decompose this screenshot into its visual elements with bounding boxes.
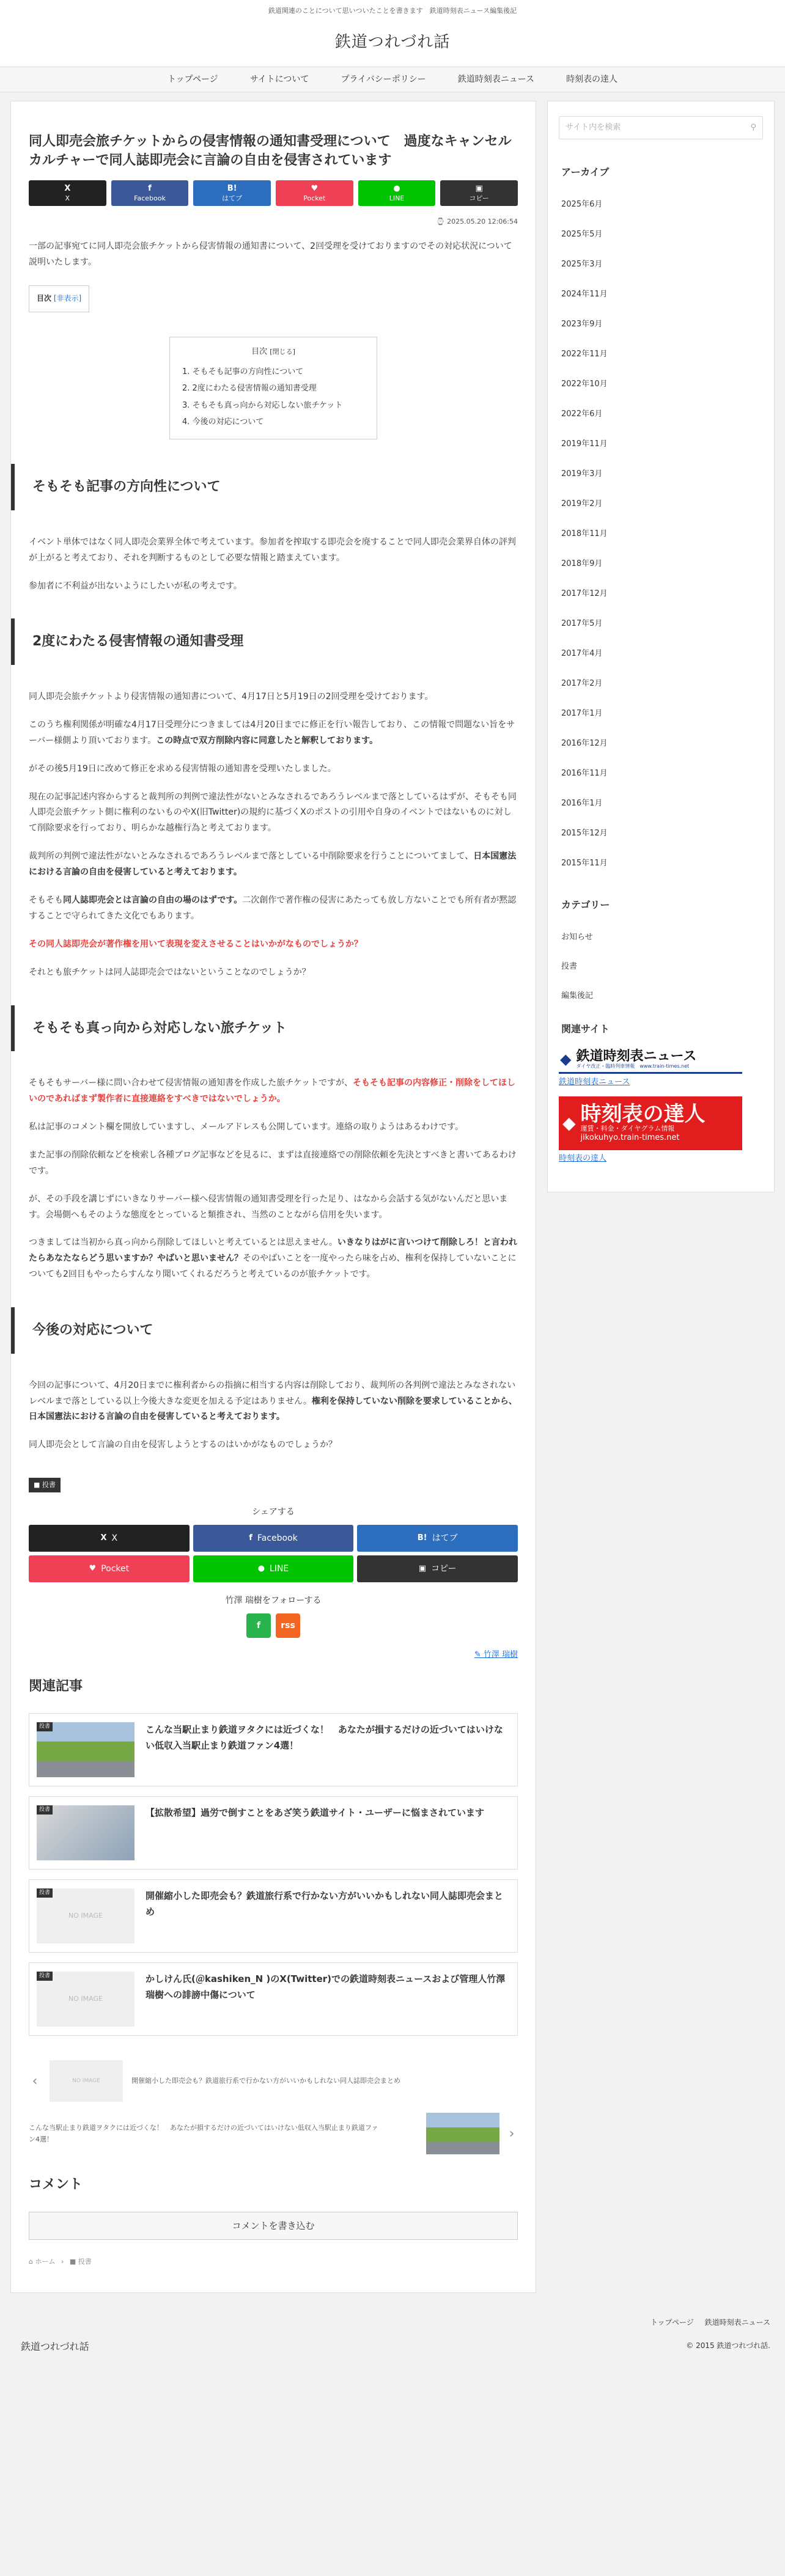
text: つきましては当初から真っ向から削除してほしいと考えているとは思えません。	[29, 1238, 337, 1248]
follow-icons	[29, 1613, 518, 1638]
comments-heading: コメント	[29, 2177, 83, 2193]
related-card[interactable]	[29, 1796, 518, 1870]
search-placeholder: サイト内を検索	[566, 122, 621, 132]
timetable-master-banner[interactable]	[559, 1096, 742, 1150]
footer-nav-train-news[interactable]: 鉄道時刻表ニュース	[704, 2317, 770, 2327]
paragraph	[29, 717, 518, 749]
facebook-icon: f	[249, 1533, 252, 1543]
paragraph: がその後5月19日に改めて修正を求める侵害情報の通知書を受理いたしました。	[29, 763, 336, 774]
category-link[interactable]: 投書	[561, 962, 578, 972]
search-input[interactable]	[559, 116, 763, 139]
toc-widget-title: 目次	[37, 293, 52, 303]
share-x-button[interactable]	[29, 1525, 190, 1552]
related-category-label: 投書	[37, 1805, 53, 1814]
paragraph: 同人即売会旅チケットより侵害情報の通知書について、4月17日と5月19日の2回受理を受けております。	[29, 691, 433, 702]
author-link[interactable]: ✎ 竹澤 瑞樹	[474, 1650, 518, 1660]
prev-post-title: 開催縮小した即売会も？鉄道旅行系で行かない方がいいかもしれない同人誌即売会まとめ	[131, 2077, 400, 2085]
share-facebook-button[interactable]	[111, 180, 189, 206]
toc-item[interactable]: 1. そもそも記事の方向性について	[182, 367, 304, 376]
timetable-master-link[interactable]: 時刻表の達人	[559, 1154, 607, 1164]
write-comment-button[interactable]: コメントを書き込む	[29, 2212, 518, 2240]
line-icon: ●	[393, 183, 400, 193]
banner-title: 時刻表の達人	[580, 1101, 706, 1126]
pocket-icon: ♥	[89, 1563, 97, 1573]
site-description: 鉄道関連のことについて思いついたことを書きます 鉄道時刻表ニュース編集後記	[0, 0, 785, 21]
table-of-contents	[169, 337, 377, 440]
share-line-button[interactable]	[193, 1555, 354, 1582]
toc-item[interactable]: 3. そもそも真っ向から対応しない旅チケット	[182, 400, 343, 410]
share-copy-button[interactable]	[357, 1555, 518, 1582]
nav-top[interactable]: トップページ	[167, 74, 218, 84]
next-post-title: こんな当駅止まり鉄道ヲタクには近づくな！ あなたが損するだけの近づいてはいけない低収入当駅止まり鉄道ファン4選！	[29, 2123, 378, 2144]
footer-nav	[642, 2316, 770, 2330]
paragraph: 同人即売会として言論の自由を侵害しようとするのはいかがなものでしょうか？	[29, 1440, 337, 1450]
x-icon: X	[100, 1533, 107, 1543]
nav-privacy[interactable]: プライバシーポリシー	[341, 74, 426, 84]
share-label: Facebook	[257, 1533, 298, 1544]
archive-link[interactable]: 2016年11月	[561, 769, 608, 779]
share-label-heading: シェアする	[252, 1507, 295, 1517]
copy-icon: ▣	[475, 183, 483, 193]
main-content	[10, 101, 536, 2293]
train-news-link[interactable]: 鉄道時刻表ニュース	[559, 1077, 630, 1087]
prev-post-link[interactable]	[29, 2060, 518, 2102]
paragraph	[29, 1378, 518, 1426]
diamond-icon: ◆	[562, 1113, 576, 1134]
share-label: X	[65, 194, 70, 202]
related-title: こんな当駅止まり鉄道ヲタクには近づくな！ あなたが損するだけの近づいてはいけない低収入当駅止まり鉄道ファン4選！	[146, 1724, 503, 1751]
breadcrumb-category[interactable]: ■ 投書	[69, 2257, 92, 2266]
related-thumbnail	[37, 1888, 135, 1943]
related-title: かしけん氏(＠kashiken_N )のX(Twitter)での鉄道時刻表ニュースおよび管理人竹澤瑞樹への誹謗中傷について	[146, 1973, 506, 2000]
related-category-label: 投書	[37, 1888, 53, 1897]
archive-link[interactable]: 2017年12月	[561, 589, 608, 599]
related-sites-heading: 関連サイト	[561, 1023, 610, 1035]
category-heading: カテゴリー	[561, 899, 610, 911]
archive-link[interactable]: 2017年2月	[561, 679, 603, 689]
archive-heading: アーカイブ	[561, 166, 610, 178]
search-icon[interactable]: ⚲	[750, 122, 756, 132]
paragraph	[29, 1076, 518, 1107]
share-label: LINE	[270, 1564, 289, 1574]
text: このうち権利関係が明確な4月17日受理分につきましては4月20日までに修正を行い報告しており、この情報で問題ない旨をサーバー様側より頂いております。	[29, 719, 515, 746]
footer-logo[interactable]: 鉄道つれづれ話	[21, 2340, 89, 2352]
archive-link[interactable]: 2025年3月	[561, 260, 603, 270]
text: 今回の記事について、4月20日までに権利者からの指摘に相当する内容は削除しており、裁判所の各判例で違法とみなされないレベルまで落としている以上今後大きな変更を加える予定はありません。	[29, 1380, 516, 1406]
paragraph: 現在の記事記述内容からすると裁判所の判例で違法性がないとみなされるであろうレベルまで落としているはずが、そもそも同人即売会旅チケット側に権利のないものやX(旧Twitter)の規約に基づくXのポストの引用や自身のイベントではないものに対して削除要求を行っており、明らかな越権行為と考えております。	[29, 791, 517, 834]
paragraph	[29, 893, 518, 925]
hatebu-icon: B!	[227, 183, 237, 193]
share-label: コピー	[431, 1564, 457, 1574]
share-line-button[interactable]	[358, 180, 436, 206]
related-category-label: 投書	[37, 1972, 53, 1980]
toc-show-toggle[interactable]: [非表示]	[53, 293, 82, 303]
related-thumbnail	[37, 1722, 135, 1777]
banner-url: jikokuhyo.train-times.net	[580, 1133, 680, 1143]
text: そもそもサーバー様に問い合わせて侵害情報の通知書を作成した旅チケットですが、	[29, 1078, 353, 1088]
next-thumbnail	[426, 2113, 499, 2154]
highlight-paragraph: その同人誌即売会が著作権を用いて表現を変えさせることはいかがなものでしょうか？	[29, 939, 363, 949]
toc-title: 目次	[251, 347, 268, 356]
paragraph: イベント単体ではなく同人即売会業界全体で考えています。参加者を搾取する即売会を廃することで同人即売会業界自体の評判が上がると考えており、それを判断するものとして必要な情報と踏まえています。	[29, 537, 516, 563]
archive-link[interactable]: 2019年3月	[561, 469, 603, 479]
share-facebook-button[interactable]	[193, 1525, 354, 1552]
archive-link[interactable]: 2025年5月	[561, 230, 603, 240]
share-hatebu-button[interactable]	[357, 1525, 518, 1552]
related-card[interactable]	[29, 1879, 518, 1953]
diamond-icon: ◆	[560, 1050, 572, 1068]
nav-about[interactable]: サイトについて	[249, 74, 309, 84]
archive-link[interactable]: 2025年6月	[561, 200, 603, 210]
hatebu-icon: B!	[417, 1533, 427, 1543]
emphasis-text: この時点で双方削除内容に同意したと解釈しております。	[156, 735, 378, 746]
breadcrumb	[29, 2256, 518, 2268]
category-link[interactable]: お知らせ	[561, 933, 593, 942]
archive-link[interactable]: 2018年9月	[561, 559, 603, 569]
breadcrumb-separator: ›	[61, 2257, 64, 2266]
toc-close-toggle[interactable]: [閉じる]	[270, 347, 295, 356]
next-post-link[interactable]	[29, 2113, 518, 2154]
text: 二次創作で著作権の侵害にあたっても放し方ないことでも所有者が黙認することで守られてきた文化でもあります。	[29, 895, 517, 921]
highlight-text: そもそも記事の内容修正・削除をしてほしいのであればまず製作者に直接連絡をすべきではないでしょうか。	[29, 1078, 516, 1104]
archive-link[interactable]: 2023年9月	[561, 320, 603, 329]
paragraph	[29, 1235, 518, 1283]
share-copy-button[interactable]	[440, 180, 518, 206]
breadcrumb-home[interactable]: ⌂ ホーム	[29, 2257, 56, 2266]
train-news-banner[interactable]	[559, 1047, 742, 1074]
banner-title: 鉄道時刻表ニュース	[576, 1048, 697, 1064]
share-label: LINE	[389, 194, 405, 202]
archive-link[interactable]: 2024年11月	[561, 290, 608, 299]
post-date: ⌚ 2025.05.20 12:06:54	[436, 218, 518, 226]
share-label: コピー	[469, 194, 489, 202]
article-title: 同人即売会旅チケットからの侵害情報の通知書受理について 過度なキャンセルカルチャーで同人誌即売会に言論の自由を侵害されています	[29, 133, 512, 169]
share-buttons-bottom	[29, 1525, 518, 1582]
archive-list	[559, 189, 763, 878]
footer-nav-top[interactable]: トップページ	[650, 2317, 694, 2327]
archive-link[interactable]: 2019年11月	[561, 439, 608, 449]
nav-timetable-master[interactable]: 時刻表の達人	[566, 74, 618, 84]
share-label: Facebook	[134, 194, 166, 202]
archive-link[interactable]: 2015年12月	[561, 829, 608, 838]
feedly-icon[interactable]: f	[246, 1613, 271, 1638]
related-category-label: 投書	[37, 1722, 53, 1731]
no-image-text: NO IMAGE	[68, 1912, 103, 1920]
chevron-right-icon: ›	[509, 2126, 515, 2141]
share-label: はてブ	[432, 1533, 458, 1544]
archive-link[interactable]: 2017年5月	[561, 619, 603, 629]
share-label: X	[111, 1533, 118, 1544]
x-icon: X	[64, 183, 71, 193]
related-card[interactable]	[29, 1713, 518, 1786]
prev-thumbnail: NO IMAGE	[50, 2060, 123, 2102]
site-title[interactable]: 鉄道つれづれ話	[0, 21, 785, 67]
archive-link[interactable]: 2022年10月	[561, 380, 608, 389]
share-pocket-button[interactable]	[276, 180, 353, 206]
paragraph: それとも旅チケットは同人誌即売会ではないということなのでしょうか？	[29, 967, 311, 977]
related-card[interactable]	[29, 1962, 518, 2036]
related-title: 【拡散希望】過労で倒すことをあざ笑う鉄道サイト・ユーザーに悩まされています	[146, 1807, 484, 1819]
share-hatebu-button[interactable]	[193, 180, 271, 206]
emphasis-text: 権利を保持していない削除を要求していることから、日本国憲法における言論の自由を侵害していると考えております。	[29, 1396, 517, 1422]
category-tag[interactable]: ■ 投書	[29, 1478, 61, 1492]
rss-icon[interactable]: rss	[276, 1613, 300, 1638]
archive-link[interactable]: 2016年12月	[561, 739, 608, 749]
sidebar	[547, 101, 775, 1192]
category-list	[559, 923, 763, 1011]
intro-text: 一部の記事宛てに同人即売会旅チケットから侵害情報の通知書について、2回受理を受けておりますのでその対応状況について説明いたします。	[29, 241, 512, 268]
follow-label: 竹澤 瑞樹をフォローする	[225, 1596, 322, 1606]
share-label: はてブ	[222, 194, 243, 202]
related-title: 開催縮小した即売会も？鉄道旅行系で行かない方がいいかもしれない同人誌即売会まとめ	[146, 1890, 504, 1917]
emphasis-text: 同人誌即売会とは言論の自由の場のはずです。	[63, 895, 243, 905]
archive-link[interactable]: 2022年6月	[561, 409, 603, 419]
footer	[0, 2311, 785, 2355]
text: そのやばいことを一度やったら味を占め、権利を保持していないことについても2回目もやったらすんなり聞いてくれるだろうと考えているのが旅チケットです。	[29, 1253, 517, 1280]
archive-link[interactable]: 2017年4月	[561, 649, 603, 659]
nav-train-news[interactable]: 鉄道時刻表ニュース	[457, 74, 535, 84]
related-thumbnail	[37, 1972, 135, 2027]
archive-link[interactable]: 2017年1月	[561, 709, 603, 719]
archive-link[interactable]: 2015年11月	[561, 859, 608, 868]
post-pager	[29, 2060, 518, 2154]
section-heading: 今後の対応について	[11, 1307, 536, 1354]
toc-item[interactable]: 2. 2度にわたる侵害情報の通知書受理	[182, 384, 317, 394]
archive-link[interactable]: 2019年2月	[561, 499, 603, 509]
banner-subtitle: ダイヤ改正・臨時列車情報 www.train-times.net	[576, 1063, 690, 1069]
toc-item[interactable]: 4. 今後の対応について	[182, 417, 264, 427]
share-pocket-button[interactable]	[29, 1555, 190, 1582]
archive-link[interactable]: 2016年1月	[561, 799, 603, 809]
chevron-left-icon: ‹	[32, 2073, 38, 2089]
paragraph: 私は記事のコメント欄を開放していますし、メールアドレスも公開しています。連絡の取りようはあるわけです。	[29, 1121, 464, 1132]
share-label: Pocket	[101, 1564, 130, 1574]
share-buttons-top	[29, 180, 518, 206]
paragraph: 参加者に不利益が出ないようにしたいが私の考えです。	[29, 581, 242, 591]
related-thumbnail	[37, 1805, 135, 1860]
category-link[interactable]: 編集後記	[561, 991, 594, 1001]
share-label: Pocket	[303, 194, 326, 202]
copyright: © 2015 鉄道つれづれ話.	[686, 2341, 770, 2350]
copy-icon: ▣	[418, 1563, 427, 1573]
no-image-text: NO IMAGE	[68, 1995, 103, 2003]
paragraph	[29, 849, 518, 881]
emphasis-text: いきなりはがに言いつけて削除しろ！と言われたらあなたならどう思いますか？やばいと思いません？	[29, 1238, 517, 1264]
section-heading: そもそも記事の方向性について	[11, 464, 536, 510]
archive-link[interactable]: 2022年11月	[561, 350, 608, 359]
line-icon: ●	[257, 1563, 265, 1573]
global-nav	[0, 67, 785, 92]
toc-widget	[29, 285, 89, 312]
facebook-icon: f	[148, 183, 152, 193]
share-x-button[interactable]	[29, 180, 106, 206]
text: そもそも	[29, 895, 63, 905]
banner-subtitle: 運賃・料金・ダイヤグラム情報	[580, 1124, 675, 1132]
related-heading: 関連記事	[29, 1678, 83, 1694]
pocket-icon: ♥	[311, 183, 319, 193]
text: 裁判所の判例で違法性がないとみなされるであろうレベルまで落としている中削除要求を行うことについてまして、	[29, 851, 474, 862]
section-heading: 2度にわたる侵害情報の通知書受理	[11, 618, 536, 665]
archive-link[interactable]: 2018年11月	[561, 529, 608, 539]
paragraph: が、その手段を講じずにいきなりサーバー様へ侵害情報の通知書受理を行った足り、はなから会話する気がないんだと思います。会場側へもそのような態度をとっていると類推され、当然のことながら信用を失います。	[29, 1194, 508, 1220]
emphasis-text: 日本国憲法における言論の自由を侵害していると考えております。	[29, 851, 517, 878]
toc-header	[182, 345, 364, 359]
paragraph: また記事の削除依頼などを検索し各種ブログ記事などを見るに、まずは直接連絡での削除依頼を先決とすべきと書いてあるわけです。	[29, 1150, 517, 1176]
section-heading: そもそも真っ向から対応しない旅チケット	[11, 1005, 536, 1052]
